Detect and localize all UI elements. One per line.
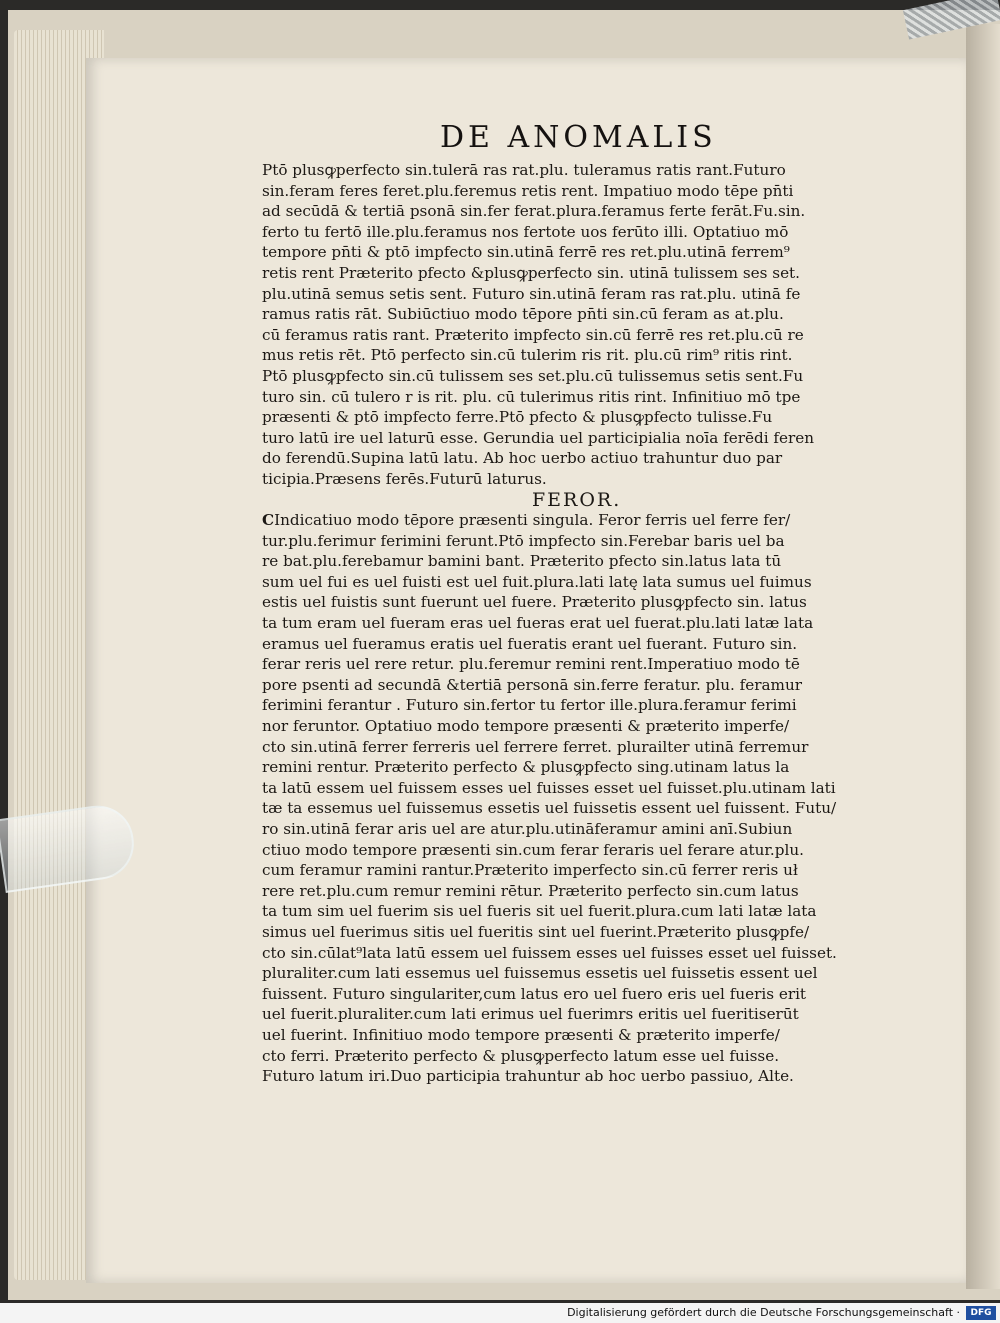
line-text: eramus uel fueramus eratis uel fueratis erant uel fuerant. Futuro sin. xyxy=(262,634,798,653)
line-text: tæ ta essemus uel fuissemus essetis uel fuissetis essent uel fuissent. Futu/ xyxy=(262,799,837,818)
text-line xyxy=(262,222,907,243)
text-line xyxy=(262,840,907,861)
line-text: ferto tu fertō ille.plu.feramus nos fertote uos ferūto illi. Optatiuo mō xyxy=(262,222,789,241)
line-text: uel fuerint. Infinitiuo modo tempore præsenti & præterito imperfe/ xyxy=(262,1025,780,1044)
line-text: plu.utinā semus setis sent. Futuro sin.utinā feram ras rat.plu. utinā fe xyxy=(262,284,801,303)
line-text: cto sin.utinā ferrer ferreris uel ferrere ferret. plurailter utinā ferremur xyxy=(262,737,809,756)
line-text: turo latū ire uel laturū esse. Gerundia uel participialia noīa ferēdi feren xyxy=(262,428,815,447)
line-text: re bat.plu.ferebamur bamini bant. Præterito pfecto sin.latus lata tū xyxy=(262,552,782,571)
text-line xyxy=(262,675,907,696)
text-line xyxy=(262,1025,907,1046)
line-text: Ptō plusꝙperfecto sin.tulerā ras rat.plu. tuleramus ratis rant.Futuro xyxy=(262,161,786,179)
line-text: cto ferri. Præterito perfecto & plusꝙperfecto latum esse uel fuisse. xyxy=(262,1046,780,1065)
text-line xyxy=(262,984,907,1005)
text-line xyxy=(262,181,907,202)
line-text: tempore pn̄ti & ptō impfecto sin.utinā ferrē res ret.plu.utinā ferrem⁹ xyxy=(262,243,790,262)
footer-credit: Digitalisierung gefördert durch die Deutsche Forschungsgemeinschaft · xyxy=(567,1306,960,1319)
text-line xyxy=(262,510,907,531)
text-line xyxy=(262,757,907,778)
text-line xyxy=(262,387,907,408)
paragraph-fero xyxy=(262,160,907,490)
line-text: pore psenti ad secundā &tertiā personā sin.ferre feratur. plu. feramur xyxy=(262,675,803,694)
text-line xyxy=(262,1004,907,1025)
footer-bar xyxy=(0,1303,1000,1323)
line-text: sum uel fui es uel fuisti est uel fuit.plura.lati latę lata sumus uel fuimus xyxy=(262,572,812,591)
text-line xyxy=(262,531,907,552)
line-text: estis uel fuistis sunt fuerunt uel fuere. Præterito plusꝙpfecto sin. latus xyxy=(262,593,807,612)
line-text: ramus ratis rāt. Subiūctiuo modo tēpore pn̄ti sin.cū feram as at.plu. xyxy=(262,305,784,324)
text-line xyxy=(262,592,907,613)
text-line xyxy=(262,407,907,428)
line-text: ferar reris uel rere retur. plu.feremur remini rent.Imperatiuo modo tē xyxy=(262,655,800,674)
line-text: Ptō plusꝙpfecto sin.cū tulissem ses set.plu.cū tulissemus setis sent.Fu xyxy=(262,366,804,385)
text-line xyxy=(262,345,907,366)
text-line xyxy=(262,428,907,449)
line-text: mus retis rēt. Ptō perfecto sin.cū tulerim ris rit. plu.cū rim⁹ ritis rint. xyxy=(262,346,793,365)
line-text: turo sin. cū tulero r is rit. plu. cū tulerimus ritis rint. Infinitiuo mō tpe xyxy=(262,387,801,406)
line-text: simus uel fuerimus sitis uel fueritis sint uel fuerint.Præterito plusꝙpfe/ xyxy=(262,922,810,941)
text-line xyxy=(262,325,907,346)
line-text: ta tum sim uel fuerim sis uel fueris sit uel fuerit.plura.cum lati latæ lata xyxy=(262,902,817,921)
dfg-logo-icon: DFG xyxy=(966,1306,996,1320)
text-line xyxy=(262,469,907,490)
line-text: ro sin.utinā ferar aris uel are atur.plu.utināferamur amini anī.Subiun xyxy=(262,820,793,838)
line-text: rere ret.plu.cum remur remini rētur. Præterito perfecto sin.cum latus xyxy=(262,881,799,900)
line-text: uel fuerit.pluraliter.cum lati erimus uel fuerimrs eritis uel fueritiserūt xyxy=(262,1005,799,1024)
line-text: cū feramus ratis rant. Præterito impfecto sin.cū ferrē res ret.plu.cū re xyxy=(262,325,804,344)
text-line xyxy=(262,1046,907,1067)
line-text: Futuro latum iri.Duo participia trahuntur ab hoc uerbo passiuo, Alte. xyxy=(262,1067,794,1086)
text-line xyxy=(262,943,907,964)
page-title: DE ANOMALIS xyxy=(440,120,717,155)
text-line xyxy=(262,901,907,922)
text-line xyxy=(262,572,907,593)
paragraph-feror xyxy=(262,510,907,1087)
line-text: fuissent. Futuro singulariter,cum latus ero uel fuero eris uel fueris erit xyxy=(262,984,807,1003)
text-line xyxy=(262,160,907,181)
line-text: ad secūdā & tertiā psonā sin.fer ferat.plura.feramus ferte ferāt.Fu.sin. xyxy=(262,202,806,221)
text-line xyxy=(262,201,907,222)
line-text: præsenti & ptō impfecto ferre.Ptō pfecto & plusꝙpfecto tulisse.Fu xyxy=(262,408,773,427)
text-line xyxy=(262,654,907,675)
text-line xyxy=(262,737,907,758)
text-line xyxy=(262,716,907,737)
line-text: sin.feram feres feret.plu.feremus retis rent. Impatiuo modo tēpe pn̄ti xyxy=(262,181,794,200)
line-text: nor feruntor. Optatiuo modo tempore præsenti & præterito imperfe/ xyxy=(262,717,790,736)
body-text xyxy=(262,160,907,1087)
facing-page-edge xyxy=(966,24,1000,1289)
section-heading: FEROR. xyxy=(532,488,622,511)
line-text: cto sin.cūlat⁹lata latū essem uel fuissem esses uel fuisses esset uel fuisset. xyxy=(262,943,837,962)
line-text: ta tum eram uel fueram eras uel fueras erat uel fuerat.plu.lati latæ lata xyxy=(262,614,814,633)
text-line xyxy=(262,798,907,819)
text-line xyxy=(262,1066,907,1087)
line-text: Indicatiuo modo tēpore præsenti singula. Feror ferris uel ferre fer/ xyxy=(274,511,791,530)
text-line xyxy=(262,963,907,984)
line-text: cum feramur ramini rantur.Præterito imperfecto sin.cū ferrer reris uł xyxy=(262,861,798,880)
text-line xyxy=(262,366,907,387)
text-line xyxy=(262,263,907,284)
line-text: remini rentur. Præterito perfecto & plusꝙpfecto sing.utinam latus la xyxy=(262,758,790,777)
text-line xyxy=(262,448,907,469)
text-line xyxy=(262,695,907,716)
text-line xyxy=(262,634,907,655)
text-line xyxy=(262,860,907,881)
line-text: retis rent Præterito pfecto &plusꝙperfecto sin. utinā tulissem ses set. xyxy=(262,263,800,282)
text-line xyxy=(262,819,907,840)
text-line xyxy=(262,551,907,572)
line-text: ferimini ferantur . Futuro sin.fertor tu fertor ille.plura.feramur ferimi xyxy=(262,696,797,715)
line-text: tur.plu.ferimur ferimini ferunt.Ptō impfecto sin.Ferebar baris uel ba xyxy=(262,531,785,550)
line-text: ta latū essem uel fuissem esses uel fuisses esset uel fuisset.plu.utinam lati xyxy=(262,778,836,797)
text-line xyxy=(262,922,907,943)
text-line xyxy=(262,613,907,634)
text-line xyxy=(262,242,907,263)
text-line xyxy=(262,881,907,902)
line-text: ctiuo modo tempore præsenti sin.cum ferar feraris uel ferare atur.plu. xyxy=(262,840,804,859)
initial-letter: C xyxy=(262,511,275,530)
line-text: do ferendū.Supina latū latu. Ab hoc uerbo actiuo trahuntur duo par xyxy=(262,449,783,468)
text-line xyxy=(262,778,907,799)
text-line xyxy=(262,284,907,305)
line-text: ticipia.Præsens ferēs.Futurū laturus. xyxy=(262,469,547,488)
text-line xyxy=(262,304,907,325)
line-text: pluraliter.cum lati essemus uel fuissemus essetis uel fuissetis essent uel xyxy=(262,964,818,983)
